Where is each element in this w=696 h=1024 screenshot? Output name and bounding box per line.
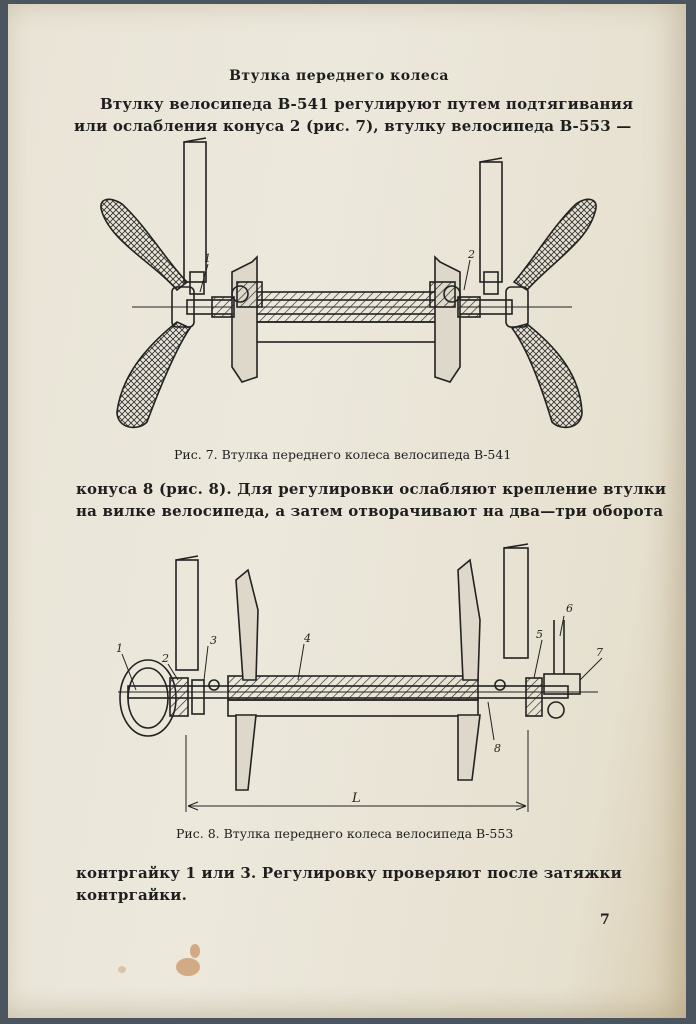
fig8-label-5: 5	[536, 628, 543, 641]
fig8-label-1: 1	[116, 642, 123, 655]
section-heading: Втулка переднего колеса	[229, 68, 449, 84]
fig8-label-2: 2	[162, 652, 169, 665]
figure-7-caption: Рис. 7. Втулка переднего колеса велосипеда В-541	[174, 447, 512, 462]
stain	[118, 966, 126, 973]
figure-7-hub-drawing	[92, 132, 612, 432]
page-number: 7	[600, 912, 610, 928]
fig8-label-3: 3	[210, 634, 217, 647]
paragraph-3-line-1: контргайку 1 или 3. Регулировку проверяют после затяжки	[76, 864, 622, 882]
fig8-label-7: 7	[596, 646, 603, 659]
paragraph-3-line-2: контргайки.	[76, 886, 188, 904]
paragraph-2-line-1: конуса 8 (рис. 8). Для регулировки ослабляют крепление втулки	[76, 480, 667, 498]
fig8-label-8: 8	[494, 742, 501, 755]
figure-8-hub-drawing	[108, 540, 608, 820]
paragraph-1-line-2: или ослабления конуса 2 (рис. 7), втулку велосипеда В-553 —	[74, 117, 632, 135]
paragraph-1-line-1: Втулку велосипеда В-541 регулируют путем подтягивания	[100, 95, 634, 113]
fig7-label-2: 2	[468, 248, 475, 261]
fig8-dimension-label: L	[352, 791, 361, 806]
paragraph-2-line-2: на вилке велосипеда, а затем отворачивают на два—три оборота	[76, 502, 664, 520]
stain	[176, 958, 200, 976]
figure-8-caption: Рис. 8. Втулка переднего колеса велосипеда В-553	[176, 826, 514, 841]
fig8-label-6: 6	[566, 602, 573, 615]
fig8-label-4: 4	[304, 632, 311, 645]
fig7-label-1: 1	[204, 252, 211, 265]
stain	[190, 944, 200, 958]
